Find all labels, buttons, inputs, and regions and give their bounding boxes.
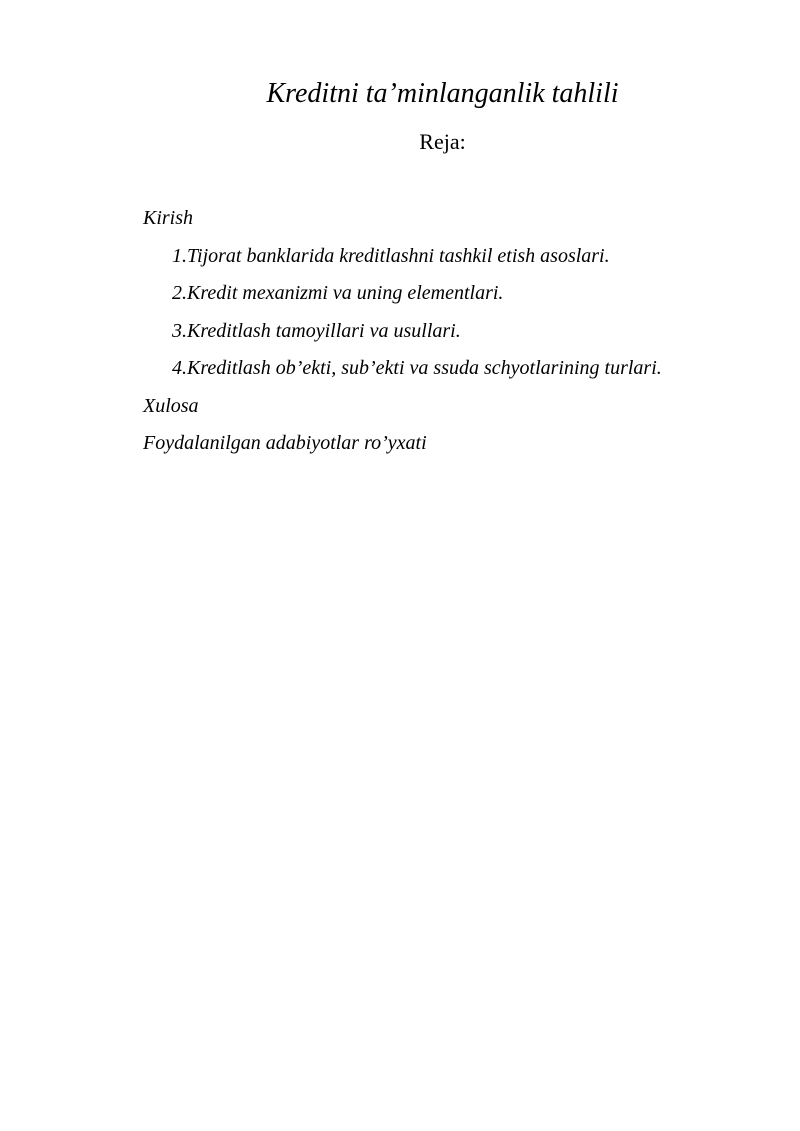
- toc-item-references: Foydalanilgan adabiyotlar ro’yxati: [143, 432, 427, 454]
- toc-item-section-2: 2.Kredit mexanizmi va uning elementlari.: [172, 282, 504, 304]
- toc-item-section-1: 1.Tijorat banklarida kreditlashni tashkil etish asoslari.: [172, 244, 610, 267]
- table-of-contents: [143, 203, 662, 466]
- toc-item-intro: Kirish: [143, 207, 194, 229]
- toc-item-section-4: 4.Kreditlash ob’ekti, sub’ekti va ssuda schyotlarining turlari.: [172, 357, 662, 379]
- toc-item-section-3: 3.Kreditlash tamoyillari va usullari.: [172, 319, 461, 342]
- document-title: Kreditni ta’minlanganlik tahlili: [266, 78, 619, 109]
- plan-heading: Reja:: [419, 129, 466, 154]
- toc-item-conclusion: Xulosa: [143, 394, 199, 417]
